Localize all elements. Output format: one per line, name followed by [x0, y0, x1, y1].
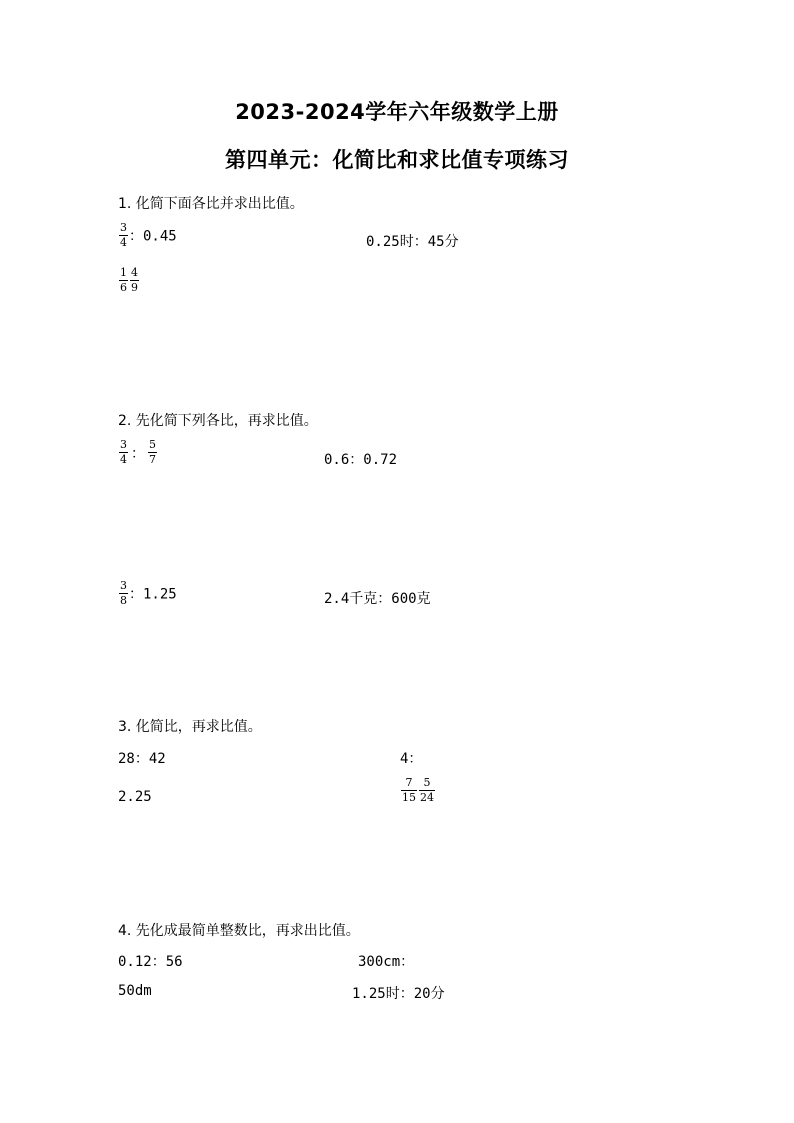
- q2-item-d: 2.4千克：600克: [324, 591, 431, 607]
- fraction: [401, 777, 417, 804]
- fraction-denominator: 8: [120, 594, 127, 607]
- q4-item-c: 50dm: [118, 983, 152, 999]
- fraction: [119, 222, 128, 249]
- q3-item-d: [400, 777, 436, 804]
- fraction: [119, 439, 128, 466]
- fraction-denominator: 24: [420, 791, 434, 804]
- fraction: [148, 439, 157, 466]
- fraction-numerator: 1: [120, 266, 127, 279]
- question-1-heading: 1. 化简下面各比并求出比值。: [118, 196, 304, 212]
- q3-item-a: 28：42: [118, 751, 166, 767]
- question-2-heading: 2. 先化简下列各比，再求比值。: [118, 413, 318, 429]
- fraction-denominator: 7: [149, 453, 156, 466]
- fraction-numerator: 7: [405, 776, 413, 789]
- fraction: [130, 267, 139, 294]
- q1-item-a: [118, 222, 177, 249]
- fraction-numerator: 5: [423, 776, 431, 789]
- ratio-rest: ：0.45: [129, 228, 177, 245]
- q2-item-a: [118, 439, 158, 466]
- q3-item-b: 4：: [400, 751, 423, 767]
- q2-item-c: [118, 580, 177, 607]
- question-4-heading: 4. 先化成最简单整数比，再求出比值。: [118, 923, 360, 939]
- fraction-denominator: 4: [120, 453, 127, 466]
- fraction: [419, 777, 435, 804]
- fraction-numerator: 3: [120, 221, 127, 234]
- fraction-numerator: 4: [131, 266, 138, 279]
- ratio-rest: ：1.25: [129, 586, 177, 603]
- q1-item-b: 0.25时：45分: [366, 234, 459, 250]
- q4-item-a: 0.12：56: [118, 954, 183, 970]
- fraction: [119, 580, 128, 607]
- fraction-denominator: 6: [120, 281, 127, 294]
- fraction-denominator: 4: [120, 236, 127, 249]
- question-3-heading: 3. 化简比，再求比值。: [118, 719, 262, 735]
- fraction-denominator: 9: [131, 281, 138, 294]
- fraction-numerator: 3: [120, 438, 127, 451]
- fraction: [119, 267, 128, 294]
- q1-item-c: [118, 267, 140, 294]
- page-subtitle: 第四单元：化简比和求比值专项练习: [225, 148, 569, 172]
- q4-item-d: 1.25时：20分: [352, 986, 445, 1002]
- q3-item-c: 2.25: [118, 789, 152, 805]
- page-title: 2023-2024学年六年级数学上册: [235, 100, 559, 124]
- ratio-colon: ：: [131, 445, 145, 462]
- fraction-denominator: 15: [402, 791, 416, 804]
- q2-item-b: 0.6：0.72: [324, 452, 398, 468]
- fraction-numerator: 3: [120, 579, 127, 592]
- q4-item-b: 300cm：: [358, 954, 415, 970]
- fraction-numerator: 5: [149, 438, 156, 451]
